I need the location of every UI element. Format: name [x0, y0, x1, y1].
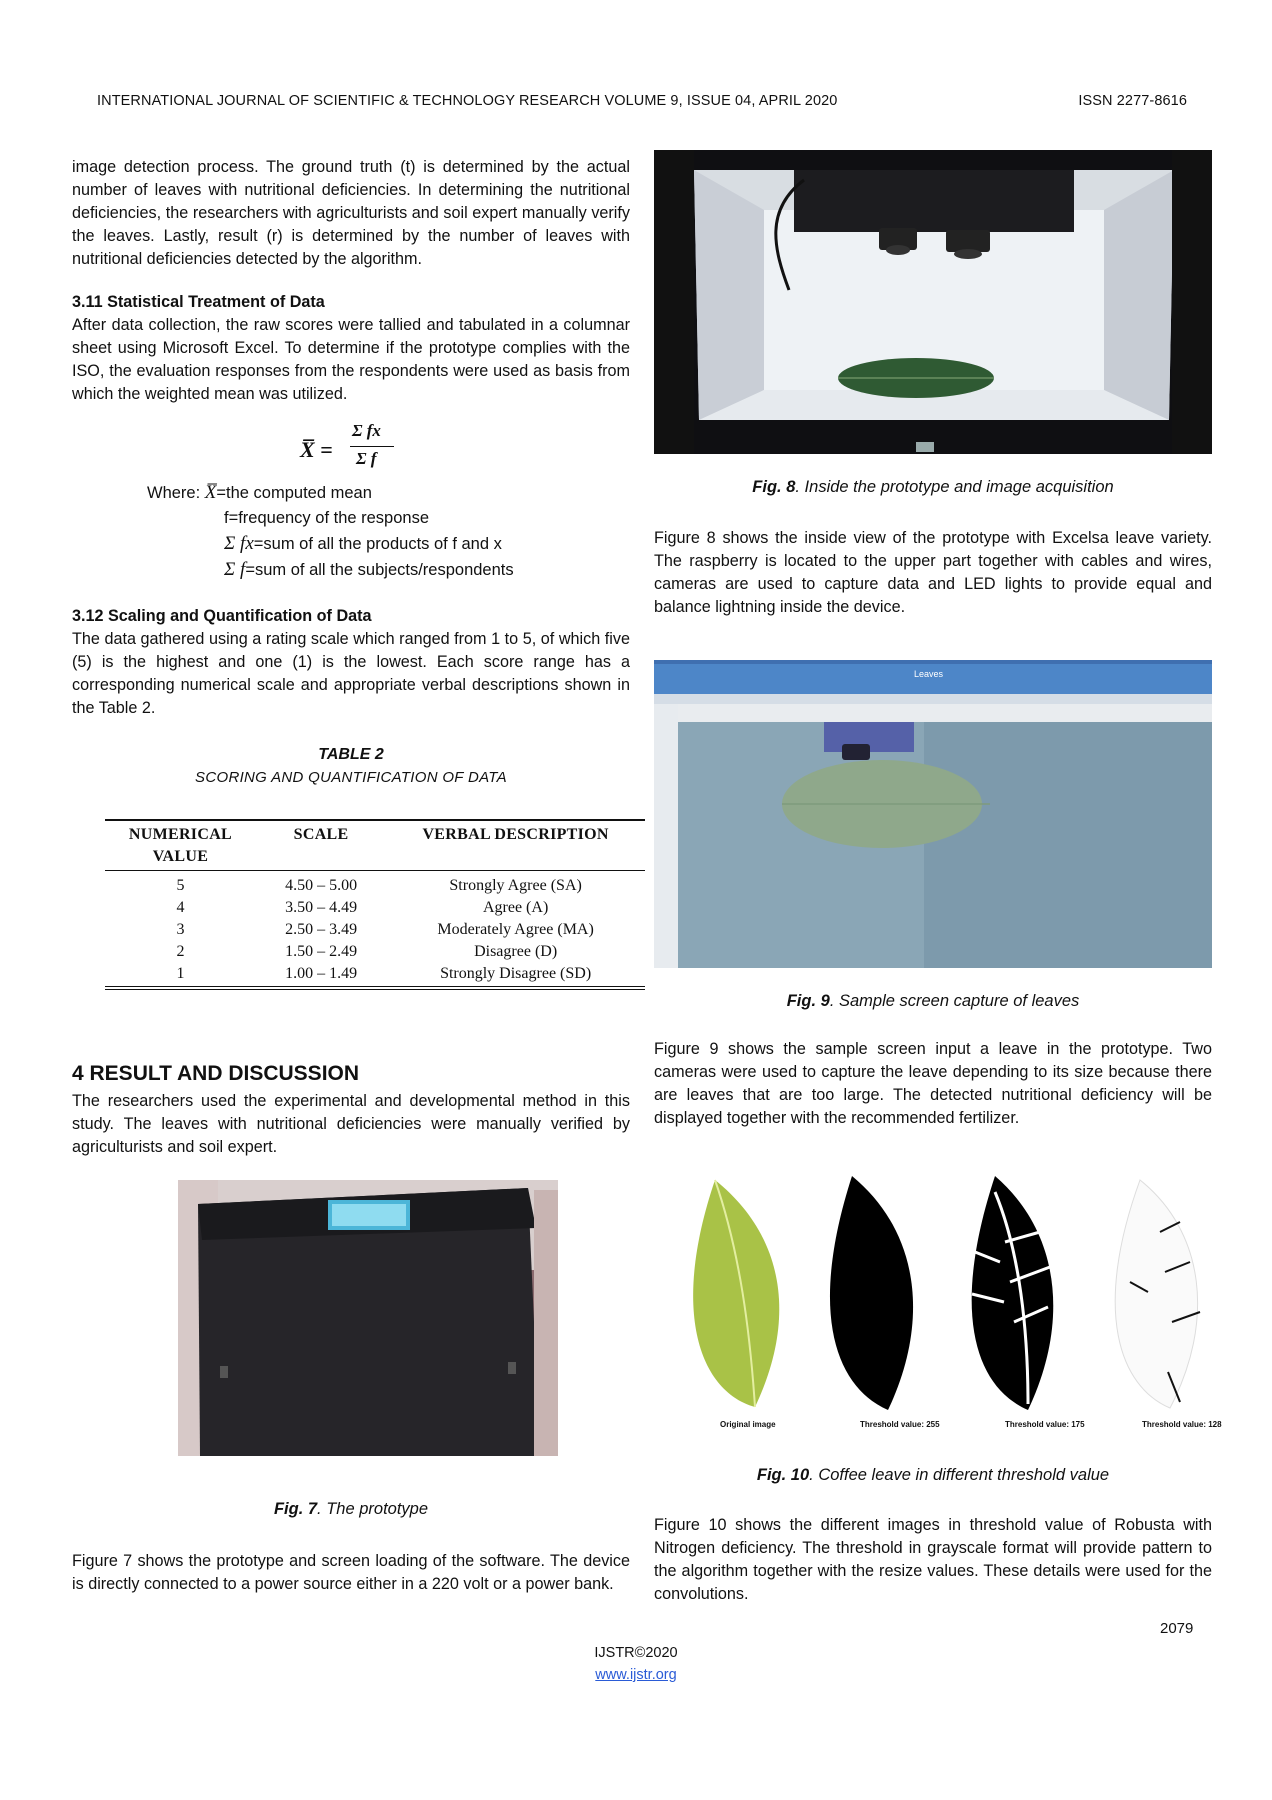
footer-link-wrap: [536, 1667, 736, 1683]
screen-capture-photo: [654, 660, 1212, 968]
journal-title: INTERNATIONAL JOURNAL OF SCIENTIFIC & TECHNOLOGY RESEARCH VOLUME 9, ISSUE 04, APRIL 2020: [97, 93, 838, 109]
table-row: [105, 941, 645, 963]
table-bottom-rule-2: [105, 989, 645, 990]
running-header: [97, 93, 1187, 109]
where-sum-f-text: =sum of all the subjects/respondents: [245, 561, 514, 579]
cell-value: 4: [176, 899, 185, 916]
cell-scale: 2.50 – 3.49: [285, 921, 358, 938]
table-row: [105, 963, 645, 985]
prototype-photo: [178, 1180, 558, 1456]
cell-scale: 3.50 – 4.49: [285, 899, 358, 916]
section-4-heading: 4 RESULT AND DISCUSSION: [72, 1062, 360, 1085]
formula-numerator: Σ fx: [352, 421, 381, 440]
figure-7-image: [178, 1180, 558, 1456]
cell-description: Disagree (D): [474, 943, 558, 960]
where-mean-text: =the computed mean: [216, 484, 372, 502]
table-top-rule: [105, 819, 645, 821]
figure-9-caption-text: . Sample screen capture of leaves: [829, 992, 1080, 1010]
table-2-subtitle: SCORING AND QUANTIFICATION OF DATA: [195, 769, 507, 786]
fig10-label-original: Original image: [720, 1420, 776, 1429]
figure-8-image: [654, 150, 1212, 454]
section-3-11-heading: 3.11 Statistical Treatment of Data: [72, 293, 325, 311]
figure-10-caption-text: . Coffee leave in different threshold value: [809, 1466, 1110, 1484]
section-3-12-heading: 3.12 Scaling and Quantification of Data: [72, 607, 372, 625]
formula-lhs: X̅ =: [300, 437, 333, 462]
figure-8-description: Figure 8 shows the inside view of the prototype with Excelsa leave variety. The raspberry is located to the upper part together with cables and wires, cameras are used to capture data and LED lights to provide equal and balance lightning inside the device.: [654, 529, 1212, 616]
formula-fraction-bar: [350, 446, 394, 447]
figure-9-image: [654, 660, 1212, 968]
cell-description: Agree (A): [482, 899, 549, 916]
where-sum-fx-text: =sum of all the products of f and x: [253, 535, 502, 553]
formula-legend: [147, 480, 627, 583]
where-symbol-sum-f: Σ f: [224, 559, 246, 580]
figure-10-caption: [654, 1466, 1212, 1485]
cell-scale: 1.00 – 1.49: [285, 965, 358, 982]
cell-value: 1: [176, 965, 185, 982]
cell-value: 5: [176, 877, 185, 894]
cell-scale: 4.50 – 5.00: [285, 877, 358, 894]
figure-7-description: Figure 7 shows the prototype and screen loading of the software. The device is directly connected to a power source either in a 220 volt or a power bank.: [72, 1552, 630, 1593]
paragraph-intro: image detection process. The ground truth (t) is determined by the actual number of leaves with nutritional deficiencies. In determining the nutritional deficiencies, the researchers with agriculturists and soil expert manually verify the leaves. Lastly, result (r) is determined by the number of leaves with nutritional deficiencies detected by the algorithm.: [72, 158, 630, 268]
figure-10-number: Fig. 10: [756, 1466, 810, 1484]
cell-description: Strongly Disagree (SD): [440, 965, 592, 982]
fig10-label-175: Threshold value: 175: [1005, 1420, 1085, 1429]
figure-10-description: Figure 10 shows the different images in threshold value of Robusta with Nitrogen deficiency. The threshold in grayscale format will provide pattern to the algorithm together with the resize values. These details were used for the convolutions.: [654, 1516, 1212, 1603]
footer-copyright: IJSTR©2020: [594, 1645, 678, 1661]
threshold-leaves: [660, 1172, 1236, 1442]
weighted-mean-formula: [300, 423, 420, 479]
inside-prototype-photo: [654, 150, 1212, 454]
figure-9-description: Figure 9 shows the sample screen input a leave in the prototype. Two cameras were used to capture the leave depending to its size because there are leaves that are too large. The detected nutritional deficiency will be displayed together with the recommended fertilizer.: [654, 1040, 1212, 1127]
header-scale: SCALE: [293, 826, 349, 843]
where-symbol-sum-fx: Σ fx: [224, 533, 254, 554]
fig10-label-255: Threshold value: 255: [860, 1420, 940, 1429]
figure-8-caption-text: . Inside the prototype and image acquisition: [795, 478, 1114, 496]
figure-7-caption: [72, 1500, 630, 1519]
header-numerical-value: NUMERICAL VALUE: [128, 826, 233, 865]
figure-9-caption: [654, 992, 1212, 1011]
table-bottom-rule-1: [105, 986, 645, 987]
where-frequency: f=frequency of the response: [224, 509, 430, 527]
section-3-11-text: After data collection, the raw scores were tallied and tabulated in a columnar sheet using Microsoft Excel. To determine if the prototype complies with the ISO, the evaluation responses from the respondents were used as basis from which the weighted mean was utilized.: [72, 316, 630, 403]
formula-denominator: Σ f: [356, 449, 377, 468]
figure-8-number: Fig. 8: [752, 478, 796, 496]
section-3-12-text: The data gathered using a rating scale which ranged from 1 to 5, of which five (5) is the highest and one (1) is the lowest. Each score range has a corresponding numerical scale and appropriate verbal descriptions shown in the Table 2.: [72, 630, 630, 717]
table-row: [105, 871, 645, 898]
fig10-label-128: Threshold value: 128: [1142, 1420, 1222, 1429]
table-2: [105, 819, 645, 990]
scoring-table: [105, 823, 645, 985]
where-symbol-mean: X̅: [204, 482, 217, 503]
page-number: 2079: [1160, 1620, 1194, 1637]
figure-9-number: Fig. 9: [786, 992, 830, 1010]
cell-description: Strongly Agree (SA): [449, 877, 582, 894]
cell-value: 2: [176, 943, 185, 960]
cell-description: Moderately Agree (MA): [437, 921, 594, 938]
table-row: [105, 897, 645, 919]
cell-scale: 1.50 – 2.49: [285, 943, 358, 960]
footer-url-link[interactable]: www.ijstr.org: [595, 1667, 677, 1683]
where-label: Where:: [147, 484, 201, 502]
figure-8-caption: [654, 478, 1212, 497]
table-2-title: TABLE 2: [318, 746, 384, 763]
figure-7-number: Fig. 7: [273, 1500, 318, 1518]
issn: ISSN 2277-8616: [1078, 93, 1187, 109]
table-header-row: [105, 823, 645, 871]
table-row: [105, 919, 645, 941]
section-4-text: The researchers used the experimental and developmental method in this study. The leaves with nutritional deficiencies were manually verified by agriculturists and soil expert.: [72, 1092, 630, 1156]
figure-7-caption-text: . The prototype: [317, 1500, 429, 1518]
cell-value: 3: [176, 921, 185, 938]
figure-10-image: [660, 1172, 1236, 1442]
fig9-window-title: Leaves: [914, 669, 944, 679]
header-verbal-description: VERBAL DESCRIPTION: [422, 826, 609, 843]
